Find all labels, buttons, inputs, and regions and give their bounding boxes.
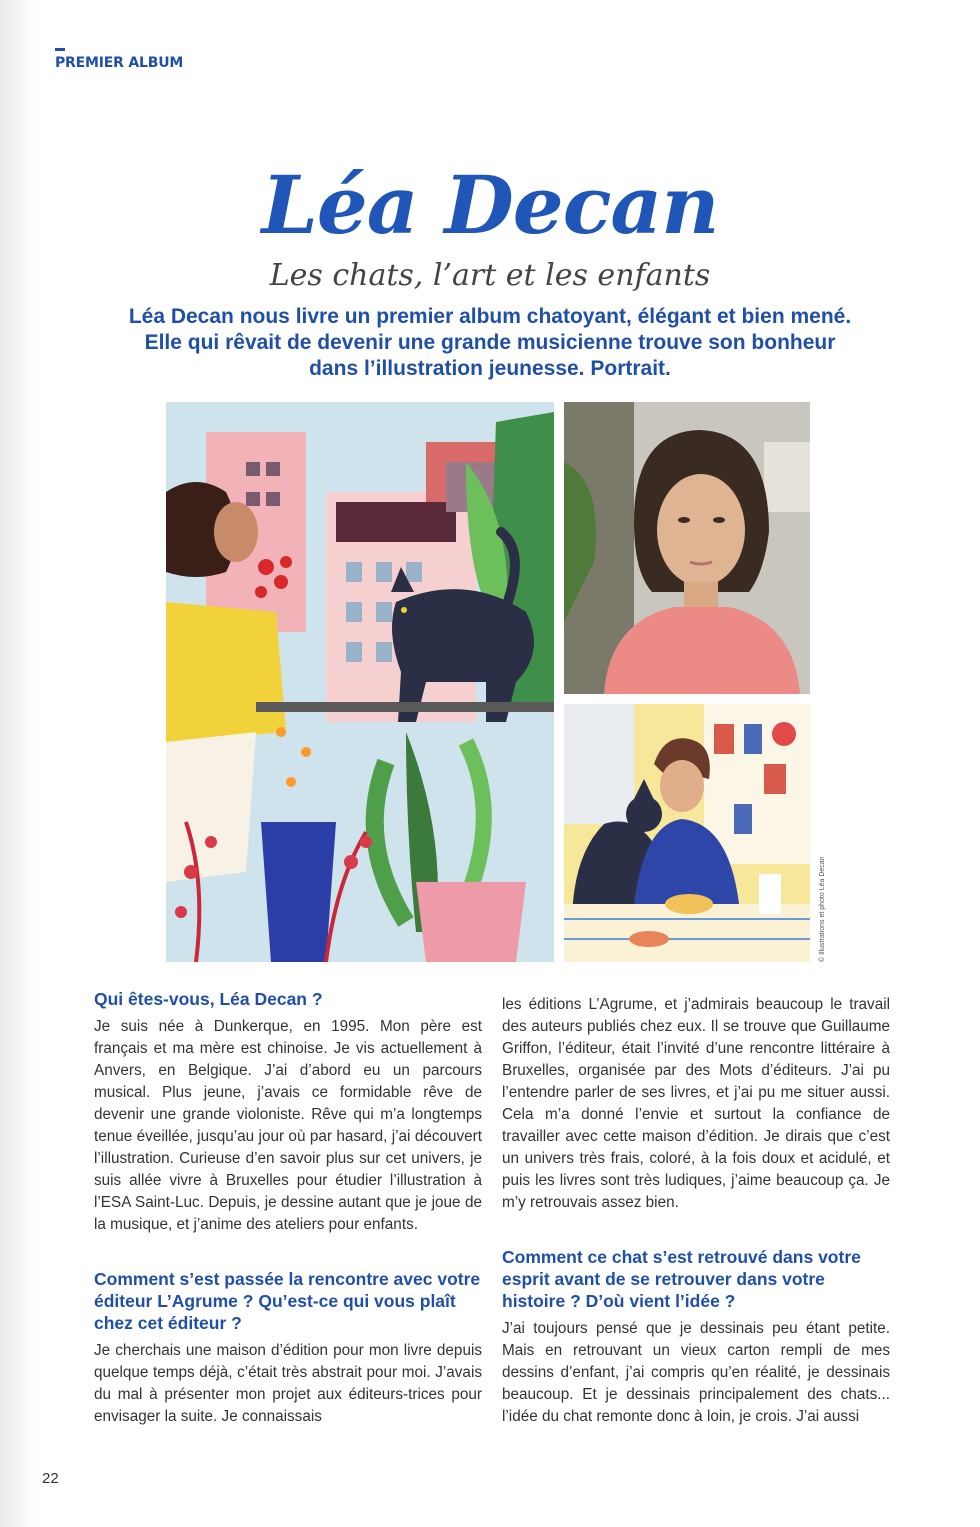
interview-answer: les éditions L’Agrume, et j’admirais beaucoup le travail des auteurs publiés chez eux. Il se trouve que Guillaume Griffon, l’éditeur, était l’invité d’une rencontre littéraire à Bruxelles, organisée par des Mots d’éditeurs. J’ai pu l’entendre parler de ses livres, et j’ai pu me situer aussi. Cela m’a donné l’envie et surtout la confiance de travailler avec cette maison d’édition. Je dirais que c’est un univers très frais, coloré, à la fois doux et acidulé, et puis les livres sont très ludiques, j’aime beaucoup ça. Je m’y retrouvais assez bien. (502, 996, 890, 1211)
article-subtitle: Les chats, l’art et les enfants (269, 258, 711, 293)
section-marker (55, 48, 65, 51)
illustration-balcony-cat (166, 402, 554, 962)
article-column-left (94, 988, 482, 1428)
page-number: 22 (42, 1470, 59, 1487)
article-title: Léa Decan (261, 158, 719, 252)
lede-line: Elle qui rêvait de devenir une grande musicienne trouve son bonheur (144, 331, 836, 354)
lede-line: Léa Decan nous livre un premier album chatoyant, élégant et bien mené. (128, 305, 852, 328)
interview-answer: Je suis née à Dunkerque, en 1995. Mon père est français et ma mère est chinoise. Je vis actuellement à Anvers, en Belgique. J’ai d’abord eu un parcours musical. Plus jeune, j’avais ce formidable rêve de devenir une grande violoniste. Rêve qui m’a longtemps tenue éveillée, jusqu’au jour où par hasard, j’ai découvert l’illustration. Curieuse d’en savoir plus sur cet univers, je suis allée vivre à Bruxelles pour étudier l’illustration à l’ESA Saint-Luc. Depuis, je dessine autant que je joue de la musique, et j’anime des ateliers pour enfants. (94, 1018, 482, 1233)
portrait-photo (564, 402, 810, 694)
interview-question: Qui êtes-vous, Léa Decan ? (94, 989, 323, 1009)
article-lede (110, 304, 870, 382)
interview-question: Comment s’est passée la rencontre avec votre éditeur L’Agrume ? Qu’est-ce qui vous plaît chez cet éditeur ? (94, 1269, 481, 1333)
interview-answer: Je cherchais une maison d’édition pour mon livre depuis quelque temps déjà, c’était très abstrait pour moi. J’avais du mal à présenter mon projet aux éditeurs-trices pour envisager la suite. Je connaissais (94, 1342, 482, 1425)
illustration-kitchen-cat (564, 704, 810, 962)
interview-question: Comment ce chat s’est retrouvé dans votre esprit avant de se retrouver dans votre histoire ? D’où vient l’idée ? (502, 1247, 861, 1311)
lede-line: dans l’illustration jeunesse. Portrait. (309, 357, 671, 380)
article-column-right (502, 994, 890, 1428)
section-label: PREMIER ALBUM (55, 55, 184, 71)
interview-answer: J’ai toujours pensé que je dessinais peu étant petite. Mais en retrouvant un vieux carton rempli de mes dessins d’enfant, j’ai compris qu’en réalité, je dessinais beaucoup. Et je dessinais principalement des chats... l’idée du chat remonte donc à loin, je crois. J’ai aussi (502, 1320, 890, 1425)
photo-credit: © Illustrations et photo Léa Decan (819, 856, 826, 962)
